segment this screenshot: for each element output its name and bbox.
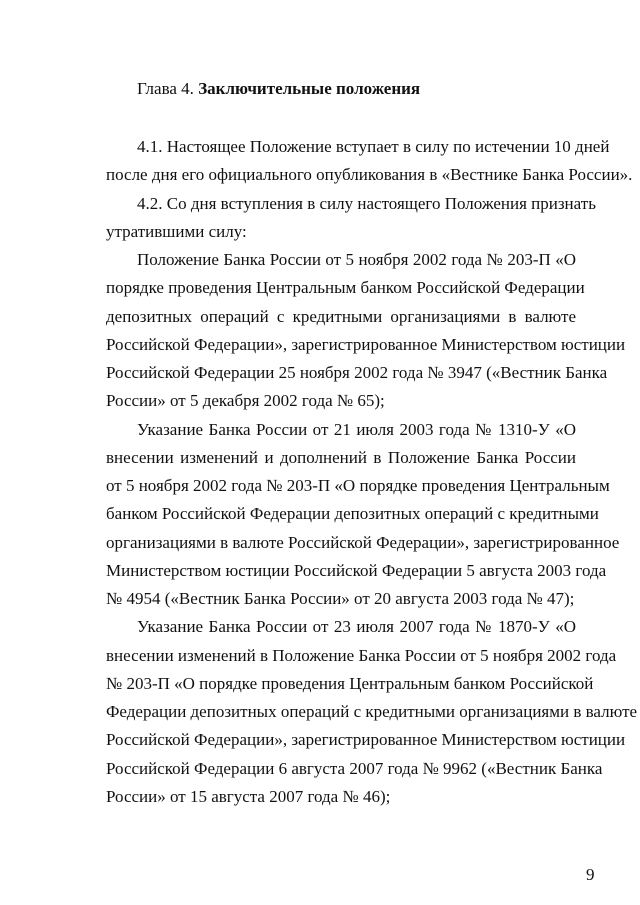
text-line: утратившими силу: bbox=[106, 221, 247, 241]
text-line: Российской Федерации 25 ноября 2002 года № 3947 («Вестник Банка bbox=[106, 363, 608, 382]
text-line: порядке проведения Центральным банком Российской Федерации bbox=[106, 278, 585, 298]
text-line: Российской Федерации», зарегистрированное Министерством юстиции bbox=[106, 730, 626, 750]
text-line: Указание Банка России от 23 июля 2007 года № 1870-У «О bbox=[137, 617, 576, 637]
text-line: России» от 15 августа 2007 года № 46); bbox=[106, 786, 391, 806]
chapter-number: Глава 4. bbox=[137, 79, 199, 98]
text-line: Указание Банка России от 21 июля 2003 года № 1310-У «О bbox=[137, 419, 576, 439]
paragraph bbox=[106, 190, 596, 247]
text-line: банком Российской Федерации депозитных операций с кредитными bbox=[106, 504, 599, 524]
text-line: внесении изменений и дополнений в Положение Банка России bbox=[106, 447, 576, 467]
text-line: Российской Федерации», зарегистрированное Министерством юстиции bbox=[106, 334, 626, 354]
text-line: от 5 ноября 2002 года № 203-П «О порядке проведения Центральным bbox=[106, 476, 610, 495]
text-line: Федерации депозитных операций с кредитными организациями в валюте bbox=[106, 702, 638, 721]
text-line: Министерством юстиции Российской Федерации 5 августа 2003 года bbox=[106, 560, 607, 580]
paragraph bbox=[106, 133, 633, 190]
text-line: России» от 5 декабря 2002 года № 65); bbox=[106, 391, 385, 411]
text-line: № 4954 («Вестник Банка России» от 20 августа 2003 года № 47); bbox=[106, 589, 575, 608]
text-line: № 203-П «О порядке проведения Центральным банком Российской bbox=[106, 673, 594, 693]
page-number: 9 bbox=[586, 865, 595, 884]
paragraph bbox=[106, 416, 620, 614]
chapter-heading bbox=[137, 79, 420, 99]
text-line: организациями в валюте Российской Федерации», зарегистрированное bbox=[106, 532, 620, 552]
text-line: депозитных операций с кредитными организациями в валюте bbox=[106, 306, 576, 326]
text-line: 4.1. Настоящее Положение вступает в силу по истечении 10 дней bbox=[137, 137, 610, 156]
paragraph bbox=[106, 246, 626, 416]
paragraph bbox=[106, 613, 638, 811]
text-line: Положение Банка России от 5 ноября 2002 года № 203-П «О bbox=[137, 250, 576, 269]
document-body bbox=[106, 133, 638, 811]
text-line: внесении изменений в Положение Банка России от 5 ноября 2002 года bbox=[106, 645, 617, 665]
text-line: после дня его официального опубликования в «Вестнике Банка России». bbox=[106, 165, 633, 185]
chapter-title: Заключительные положения bbox=[198, 79, 421, 98]
text-line: 4.2. Со дня вступления в силу настоящего Положения признать bbox=[137, 193, 596, 213]
text-line: Российской Федерации 6 августа 2007 года № 9962 («Вестник Банка bbox=[106, 758, 603, 778]
